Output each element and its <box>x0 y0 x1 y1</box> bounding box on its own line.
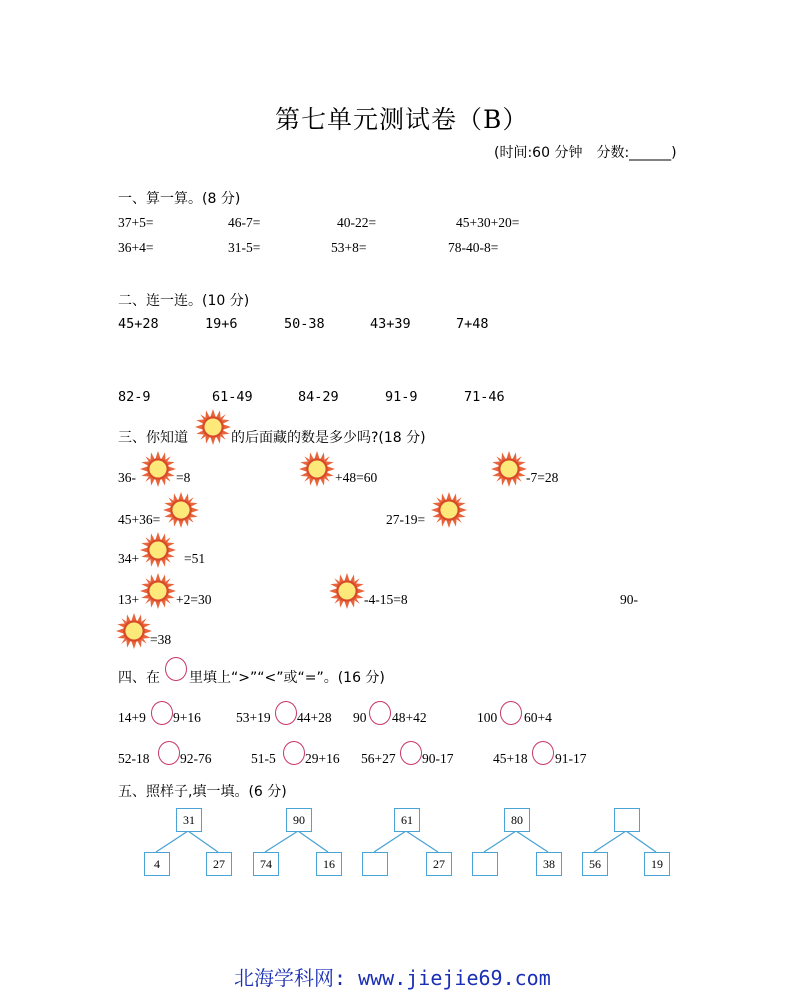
s3-r4-b: +2=30 <box>176 592 212 607</box>
s3-r4-d: 90- <box>620 592 638 607</box>
section-3-heading-a: 三、你知道 <box>118 430 188 446</box>
s1-q2: 46-7= <box>228 215 261 230</box>
s3-r4-a: 13+ <box>118 592 140 607</box>
section-4-heading-b: 里填上“>”“<”或“=”。(16 分) <box>189 670 385 686</box>
section-3-heading-b: 的后面藏的数是多少吗?(18 分) <box>231 430 426 446</box>
s4-r2-h: 91-17 <box>555 751 587 766</box>
s2-top-3: 50-38 <box>284 316 325 332</box>
s3-r2-b: 27-19= <box>386 512 426 527</box>
tree-1-left: 4 <box>144 852 170 876</box>
section-4-heading-a: 四、在 <box>118 670 160 686</box>
tree-5-right: 19 <box>644 852 670 876</box>
s4-r2-d: 29+16 <box>305 751 340 766</box>
tree-1-top: 31 <box>176 808 202 832</box>
s1-q7: 53+8= <box>331 240 367 255</box>
s1-q1: 37+5= <box>118 215 154 230</box>
tree-3-right: 27 <box>426 852 452 876</box>
tree-3-top: 61 <box>394 808 420 832</box>
section-5-heading: 五、照样子,填一填。(6 分) <box>118 784 287 800</box>
tree-5-top-blank[interactable] <box>614 808 640 832</box>
s4-r2-a: 52-18 <box>118 751 150 766</box>
s1-q4: 45+30+20= <box>456 215 520 230</box>
s1-q8: 78-40-8= <box>448 240 499 255</box>
section-1-heading: 一、算一算。(8 分) <box>118 191 241 207</box>
s3-r1-a: 36- <box>118 470 136 485</box>
s4-r2-b: 92-76 <box>180 751 212 766</box>
s2-bottom-1: 82-9 <box>118 389 151 405</box>
tree-4-right: 38 <box>536 852 562 876</box>
s1-q6: 31-5= <box>228 240 261 255</box>
s4-r1-c: 53+19 <box>236 710 271 725</box>
s4-r1-f: 48+42 <box>392 710 427 725</box>
s4-r1-e: 90 <box>353 710 367 725</box>
tree-4-left-blank[interactable] <box>472 852 498 876</box>
tree-2-right: 16 <box>316 852 342 876</box>
s1-q3: 40-22= <box>337 215 377 230</box>
s4-r2-g: 45+18 <box>493 751 528 766</box>
s2-bottom-2: 61-49 <box>212 389 253 405</box>
s2-top-5: 7+48 <box>456 316 489 332</box>
s2-bottom-3: 84-29 <box>298 389 339 405</box>
s3-r2-a: 45+36= <box>118 512 161 527</box>
s3-r3-a: 34+ <box>118 551 140 566</box>
s4-r1-a: 14+9 <box>118 710 146 725</box>
s2-top-1: 45+28 <box>118 316 159 332</box>
tree-3-left-blank[interactable] <box>362 852 388 876</box>
s4-r2-c: 51-5 <box>251 751 276 766</box>
s2-top-2: 19+6 <box>205 316 238 332</box>
tree-2-top: 90 <box>286 808 312 832</box>
s3-r1-c: +48=60 <box>335 470 378 485</box>
s4-r1-g: 100 <box>477 710 498 725</box>
s4-r2-f: 90-17 <box>422 751 454 766</box>
s3-r5-a: =38 <box>150 632 172 647</box>
s1-q5: 36+4= <box>118 240 154 255</box>
s3-r1-d: -7=28 <box>526 470 559 485</box>
page-title: 第七单元测试卷（B） <box>275 105 529 134</box>
s4-r1-b: 9+16 <box>173 710 201 725</box>
s2-top-4: 43+39 <box>370 316 411 332</box>
s4-r1-h: 60+4 <box>524 710 552 725</box>
s3-r4-c: -4-15=8 <box>364 592 408 607</box>
tree-4-top: 80 <box>504 808 530 832</box>
s3-r1-b: =8 <box>176 470 191 485</box>
s2-bottom-4: 91-9 <box>385 389 418 405</box>
tree-2-left: 74 <box>253 852 279 876</box>
s3-r3-b: =51 <box>184 551 206 566</box>
footer-watermark: 北海学科网: www.jiejie69.com <box>234 966 551 990</box>
section-2-heading: 二、连一连。(10 分) <box>118 293 250 309</box>
tree-1-right: 27 <box>206 852 232 876</box>
s4-r2-e: 56+27 <box>361 751 396 766</box>
tree-5-left: 56 <box>582 852 608 876</box>
s2-bottom-5: 71-46 <box>464 389 505 405</box>
s4-r1-d: 44+28 <box>297 710 332 725</box>
time-score-note: (时间:60 分钟 分数:______) <box>494 145 677 161</box>
